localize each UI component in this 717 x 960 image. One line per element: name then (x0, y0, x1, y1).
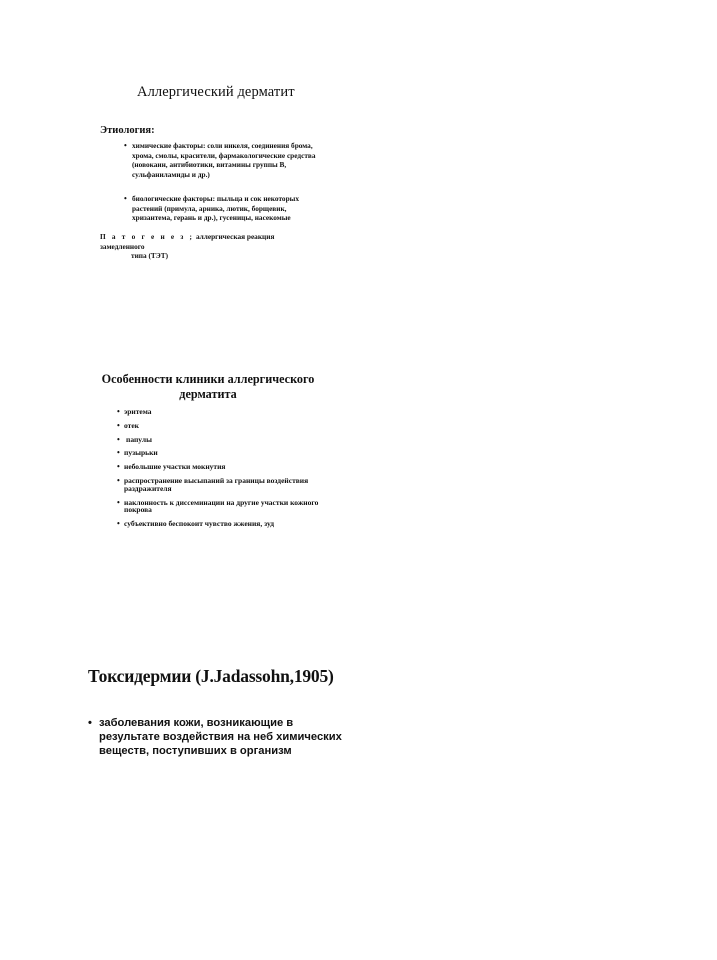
features-list (117, 408, 327, 528)
list-item: • химические факторы: соли никеля, соединения брома, хрома, смолы, красители, фармакологические средства (новокаин, антибиотики, витамины группы В, сульфаниламиды и др.) (124, 141, 319, 179)
list-item: • пузырьки (117, 449, 327, 457)
slide-title: Аллергический дерматит (137, 84, 295, 100)
pathogenesis-text-cont: типа (ТЭТ) (131, 251, 169, 261)
slide-title: Токсидермии (J.Jadassohn,1905) (88, 666, 334, 686)
etiology-list (124, 141, 319, 179)
list-item: • наклонность к диссеминации на другие участки кожного покрова (117, 499, 324, 515)
list-item: • папулы (117, 436, 327, 444)
list-item: • субъективно беспокоит чувство жжения, зуд (117, 520, 327, 528)
slide-title: Особенности клиники аллергического дерматита (101, 372, 315, 401)
definition-list (88, 716, 348, 758)
list-item: • эритема (117, 408, 327, 416)
list-item: • заболевания кожи, возникающие в результате воздействия на неб химических веществ, поступивших в организм (88, 716, 348, 758)
list-item: • отек (117, 422, 327, 430)
list-item: • небольшие участки мокнутия (117, 463, 327, 471)
etiology-list (124, 194, 324, 223)
pathogenesis-text: аллергическая реакция замедленного (100, 232, 275, 251)
etiology-heading: Этиология: (100, 125, 155, 136)
list-item: • распространение высыпаний за границы воздействия раздражителя (117, 477, 314, 493)
list-item: • биологические факторы: пыльца и сок некоторых растений (примула, арника, лютик, борщевик, хризантема, герань и др.), гусеницы, насекомые (124, 194, 324, 223)
pathogenesis-paragraph (100, 232, 310, 261)
pathogenesis-label: П а т о г е н е з ; (100, 232, 195, 241)
